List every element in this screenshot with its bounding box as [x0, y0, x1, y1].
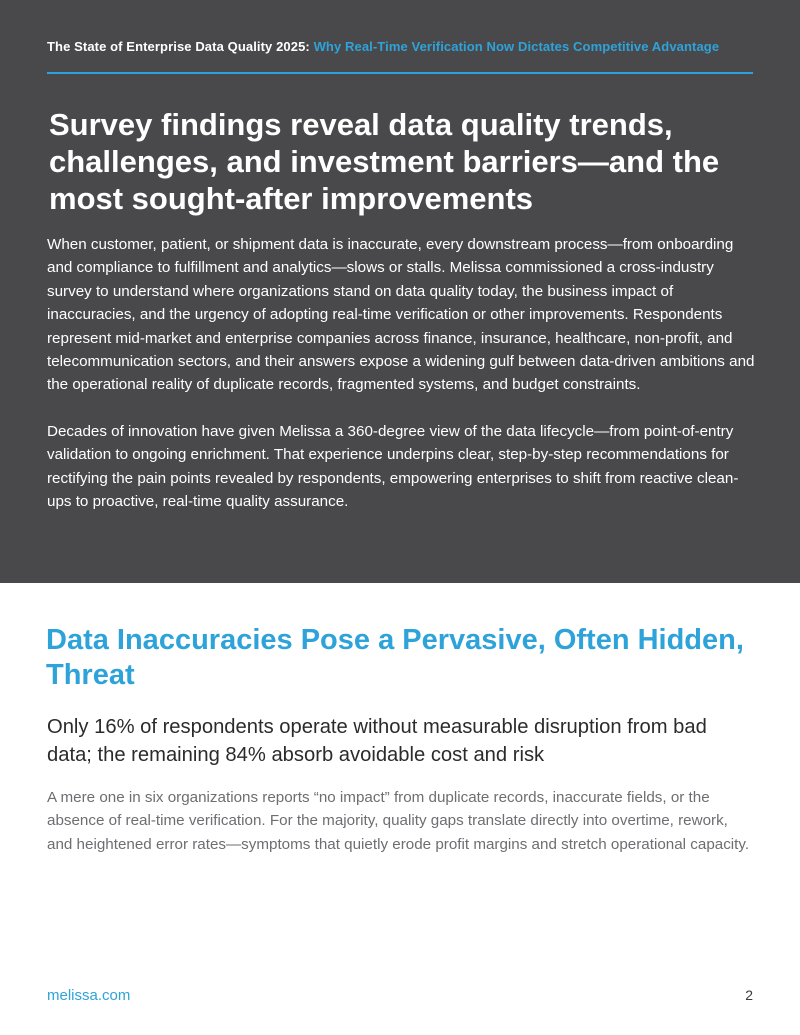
footer-site-link[interactable]: melissa.com [47, 987, 131, 1004]
page-number: 2 [745, 987, 753, 1003]
report-subtitle: Why Real-Time Verification Now Dictates Competitive Advantage [313, 39, 720, 54]
header-divider [47, 72, 753, 74]
report-title: The State of Enterprise Data Quality 2025: [47, 39, 310, 54]
hero-title: Survey findings reveal data quality trends, challenges, and investment barriers—and the most sought-after improvements [49, 107, 720, 216]
intro-paragraph: Decades of innovation have given Melissa a 360-degree view of the data lifecycle—from point-of-entry validation to ongoing enrichment. That experience underpins clear, step-by-step recommendations for rectifying the pain points revealed by respondents, empowering enterprises to shift from reactive clean-ups to proactive, real-time quality assurance. [47, 422, 739, 511]
section-subtitle: Only 16% of respondents operate without measurable disruption from bad data; the remaining 84% absorb avoidable cost and risk [47, 716, 707, 766]
section-body: A mere one in six organizations reports “no impact” from duplicate records, inaccurate fields, or the absence of real-time verification. For the majority, quality gaps translate directly into overtime, rework, and heightened error rates—symptoms that quietly erode profit margins and stretch operational capacity. [47, 789, 750, 853]
intro-text [47, 233, 757, 513]
report-header [47, 39, 753, 54]
intro-paragraph: When customer, patient, or shipment data is inaccurate, every downstream process—from onboarding and compliance to fulfillment and analytics—slows or stalls. Melissa commissioned a cross-industry survey to understand where organizations stand on data quality today, the business impact of inaccuracies, and the urgency of adopting real-time verification or other improvements. Respondents represent mid-market and enterprise companies across finance, insurance, healthcare, non-profit, and telecommunication sectors, and their answers expose a widening gulf between data-driven ambitions and the operational reality of duplicate records, fragmented systems, and budget constraints. [47, 236, 755, 394]
section-title: Data Inaccuracies Pose a Pervasive, Often Hidden, Threat [46, 624, 744, 691]
